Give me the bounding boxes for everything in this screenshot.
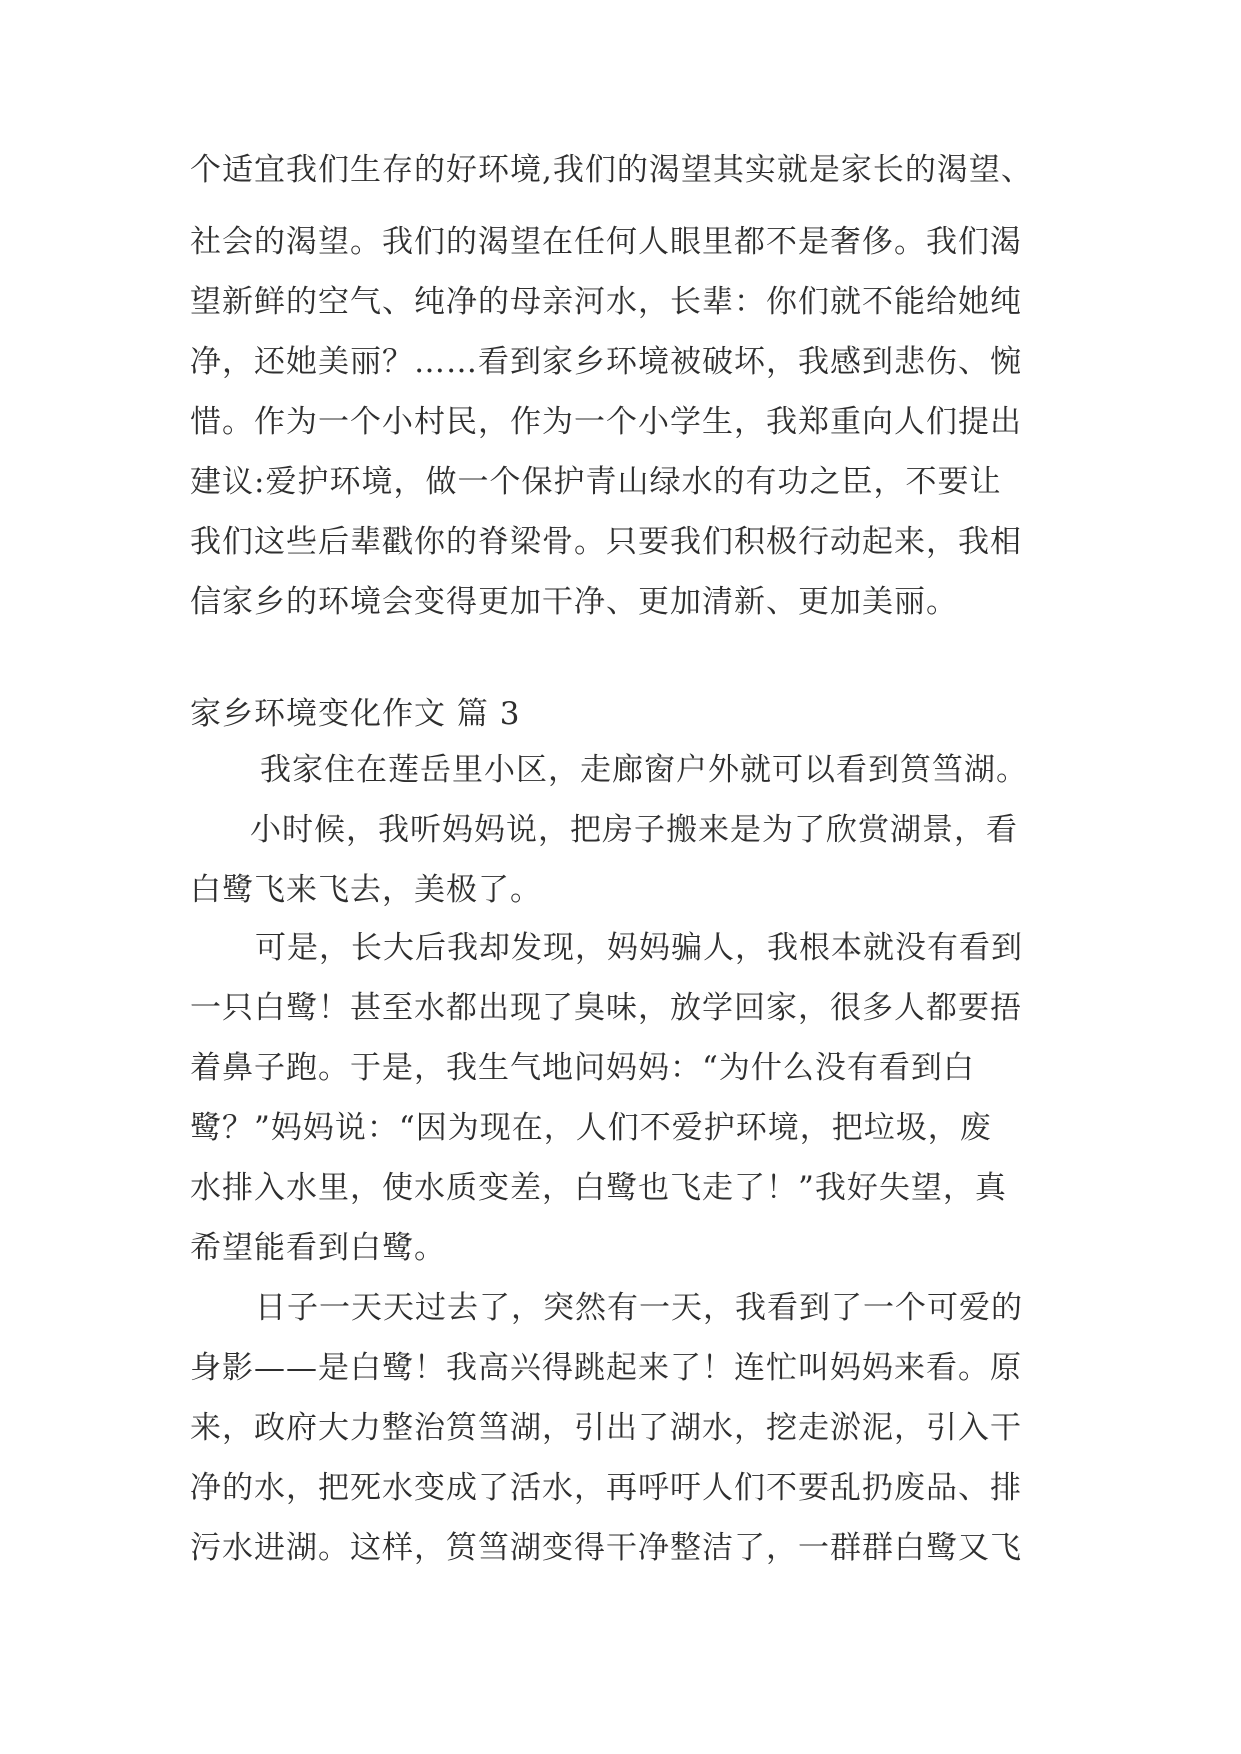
text-line: 白鹭飞来飞去，美极了。 — [190, 872, 542, 908]
text-line: 来，政府大力整治筼筜湖，引出了湖水，挖走淤泥，引入干 — [190, 1410, 1022, 1446]
text-line: 净，还她美丽？……看到家乡环境被破坏，我感到悲伤、惋 — [190, 344, 1022, 380]
text-line: 净的水，把死水变成了活水，再呼吁人们不要乱扔废品、排 — [190, 1470, 1022, 1506]
text-line: 鹭？”妈妈说：“因为现在，人们不爱护环境，把垃圾，废 — [190, 1110, 992, 1146]
text-line: 惜。作为一个小村民，作为一个小学生，我郑重向人们提出 — [190, 404, 1022, 440]
text-line: 个适宜我们生存的好环境,我们的渴望其实就是家长的渴望、 — [190, 152, 1033, 188]
text-line: 我们这些后辈戳你的脊梁骨。只要我们积极行动起来，我相 — [190, 524, 1022, 560]
text-line: 身影——是白鹭！我高兴得跳起来了！连忙叫妈妈来看。原 — [190, 1350, 1022, 1386]
paragraph-first-line: 可是，长大后我却发现，妈妈骗人，我根本就没有看到 — [255, 930, 1023, 966]
text-line: 一只白鹭！甚至水都出现了臭味，放学回家，很多人都要捂 — [190, 990, 1022, 1026]
paragraph-first-line: 日子一天天过去了，突然有一天，我看到了一个可爱的 — [255, 1290, 1023, 1326]
text-line: 污水进湖。这样，筼筜湖变得干净整洁了，一群群白鹭又飞 — [190, 1530, 1022, 1566]
text-line: 建议:爱护环境，做一个保护青山绿水的有功之臣，不要让 — [190, 464, 1002, 500]
paragraph-first-line: 我家住在莲岳里小区，走廊窗户外就可以看到筼筜湖。 — [260, 752, 1028, 788]
text-line: 信家乡的环境会变得更加干净、更加清新、更加美丽。 — [190, 584, 958, 620]
text-line: 望新鲜的空气、纯净的母亲河水，长辈：你们就不能给她纯 — [190, 284, 1022, 320]
paragraph-first-line: 小时候，我听妈妈说，把房子搬来是为了欣赏湖景，看 — [250, 812, 1018, 848]
text-line: 水排入水里，使水质变差，白鹭也飞走了！”我好失望，真 — [190, 1170, 1007, 1206]
section-heading: 家乡环境变化作文 篇 3 — [190, 696, 521, 732]
text-line: 希望能看到白鹭。 — [190, 1230, 446, 1266]
text-line: 社会的渴望。我们的渴望在任何人眼里都不是奢侈。我们渴 — [190, 224, 1022, 260]
text-line: 着鼻子跑。于是，我生气地问妈妈：“为什么没有看到白 — [190, 1050, 975, 1086]
